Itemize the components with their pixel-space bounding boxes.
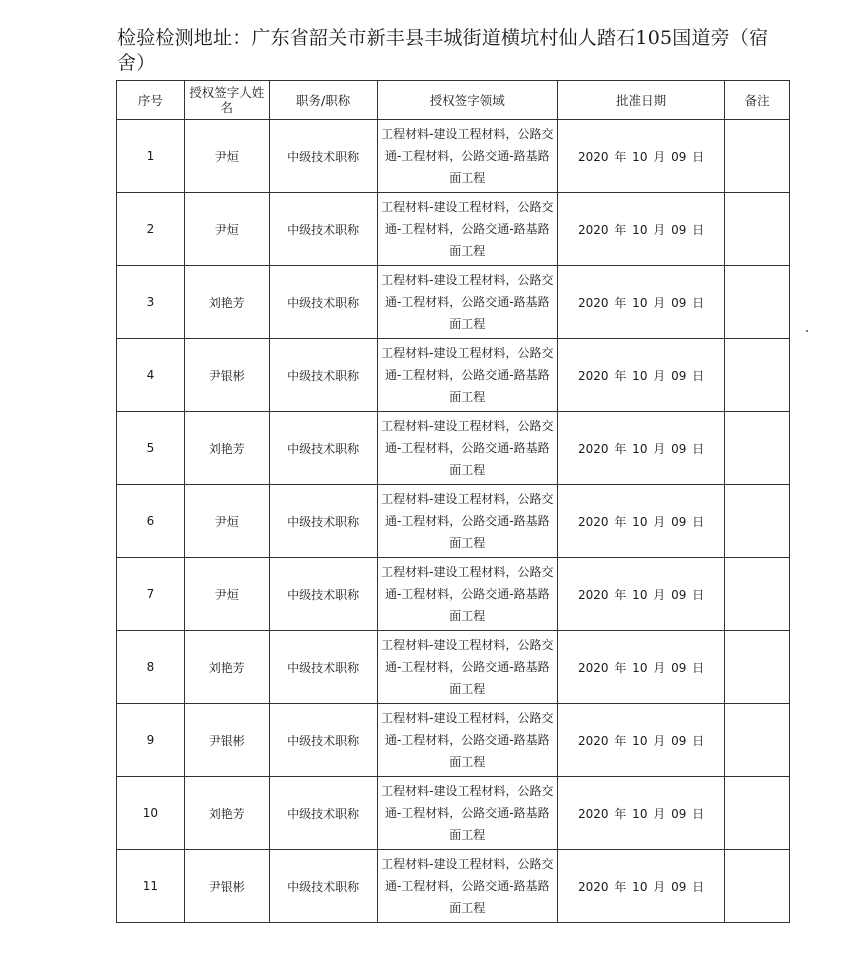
cell-scope: 工程材料-建设工程材料，公路交通-工程材料，公路交通-路基路面工程 [377, 193, 557, 266]
cell-title: 中级技术职称 [269, 339, 377, 412]
cell-name: 刘艳芳 [184, 777, 269, 850]
col-header-name: 授权签字人姓名 [184, 81, 269, 120]
table-row [117, 850, 790, 923]
cell-date: 2020 年 10 月 09 日 [557, 193, 724, 266]
cell-scope: 工程材料-建设工程材料，公路交通-工程材料，公路交通-路基路面工程 [377, 339, 557, 412]
cell-date: 2020 年 10 月 09 日 [557, 266, 724, 339]
table-header-row [117, 81, 790, 120]
table-row [117, 193, 790, 266]
cell-remark [725, 412, 790, 485]
cell-seq: 10 [117, 777, 185, 850]
cell-name: 尹烜 [184, 485, 269, 558]
table-row [117, 412, 790, 485]
cell-remark [725, 120, 790, 193]
cell-title: 中级技术职称 [269, 558, 377, 631]
cell-remark [725, 193, 790, 266]
cell-name: 刘艳芳 [184, 412, 269, 485]
table-row [117, 120, 790, 193]
address-header [117, 26, 797, 76]
cell-remark [725, 704, 790, 777]
cell-scope: 工程材料-建设工程材料，公路交通-工程材料，公路交通-路基路面工程 [377, 120, 557, 193]
cell-seq: 6 [117, 485, 185, 558]
table-row [117, 704, 790, 777]
cell-scope: 工程材料-建设工程材料，公路交通-工程材料，公路交通-路基路面工程 [377, 558, 557, 631]
cell-name: 尹银彬 [184, 850, 269, 923]
cell-remark [725, 485, 790, 558]
cell-scope: 工程材料-建设工程材料，公路交通-工程材料，公路交通-路基路面工程 [377, 631, 557, 704]
cell-date: 2020 年 10 月 09 日 [557, 485, 724, 558]
scan-speck [806, 330, 808, 332]
cell-name: 刘艳芳 [184, 631, 269, 704]
cell-remark [725, 558, 790, 631]
table-row [117, 558, 790, 631]
cell-date: 2020 年 10 月 09 日 [557, 558, 724, 631]
col-header-seq: 序号 [117, 81, 185, 120]
cell-date: 2020 年 10 月 09 日 [557, 120, 724, 193]
cell-name: 尹烜 [184, 120, 269, 193]
cell-seq: 3 [117, 266, 185, 339]
cell-scope: 工程材料-建设工程材料，公路交通-工程材料，公路交通-路基路面工程 [377, 412, 557, 485]
cell-scope: 工程材料-建设工程材料，公路交通-工程材料，公路交通-路基路面工程 [377, 850, 557, 923]
cell-seq: 2 [117, 193, 185, 266]
cell-date: 2020 年 10 月 09 日 [557, 704, 724, 777]
table-body [117, 120, 790, 923]
cell-date: 2020 年 10 月 09 日 [557, 339, 724, 412]
cell-title: 中级技术职称 [269, 631, 377, 704]
cell-seq: 5 [117, 412, 185, 485]
cell-seq: 7 [117, 558, 185, 631]
table-row [117, 339, 790, 412]
cell-title: 中级技术职称 [269, 485, 377, 558]
cell-remark [725, 850, 790, 923]
cell-seq: 1 [117, 120, 185, 193]
cell-remark [725, 777, 790, 850]
cell-remark [725, 266, 790, 339]
cell-remark [725, 339, 790, 412]
cell-title: 中级技术职称 [269, 412, 377, 485]
cell-name: 尹银彬 [184, 704, 269, 777]
cell-title: 中级技术职称 [269, 266, 377, 339]
cell-title: 中级技术职称 [269, 120, 377, 193]
cell-title: 中级技术职称 [269, 193, 377, 266]
address-line-2: 舍） [117, 52, 156, 74]
cell-seq: 11 [117, 850, 185, 923]
cell-seq: 4 [117, 339, 185, 412]
col-header-remark: 备注 [725, 81, 790, 120]
cell-seq: 9 [117, 704, 185, 777]
cell-seq: 8 [117, 631, 185, 704]
col-header-title: 职务/职称 [269, 81, 377, 120]
cell-scope: 工程材料-建设工程材料，公路交通-工程材料，公路交通-路基路面工程 [377, 704, 557, 777]
cell-scope: 工程材料-建设工程材料，公路交通-工程材料，公路交通-路基路面工程 [377, 485, 557, 558]
table-row [117, 631, 790, 704]
cell-date: 2020 年 10 月 09 日 [557, 631, 724, 704]
cell-scope: 工程材料-建设工程材料，公路交通-工程材料，公路交通-路基路面工程 [377, 266, 557, 339]
cell-name: 尹烜 [184, 558, 269, 631]
cell-name: 尹银彬 [184, 339, 269, 412]
col-header-date: 批准日期 [557, 81, 724, 120]
cell-title: 中级技术职称 [269, 777, 377, 850]
cell-title: 中级技术职称 [269, 850, 377, 923]
cell-date: 2020 年 10 月 09 日 [557, 777, 724, 850]
cell-name: 刘艳芳 [184, 266, 269, 339]
cell-name: 尹烜 [184, 193, 269, 266]
address-line-1: 检验检测地址：广东省韶关市新丰县丰城街道横坑村仙人踏石105国道旁（宿 [117, 27, 769, 49]
table-row [117, 485, 790, 558]
col-header-scope: 授权签字领域 [377, 81, 557, 120]
table-row [117, 777, 790, 850]
cell-date: 2020 年 10 月 09 日 [557, 412, 724, 485]
signatory-table [116, 80, 790, 923]
table-row [117, 266, 790, 339]
cell-title: 中级技术职称 [269, 704, 377, 777]
cell-date: 2020 年 10 月 09 日 [557, 850, 724, 923]
cell-scope: 工程材料-建设工程材料，公路交通-工程材料，公路交通-路基路面工程 [377, 777, 557, 850]
cell-remark [725, 631, 790, 704]
